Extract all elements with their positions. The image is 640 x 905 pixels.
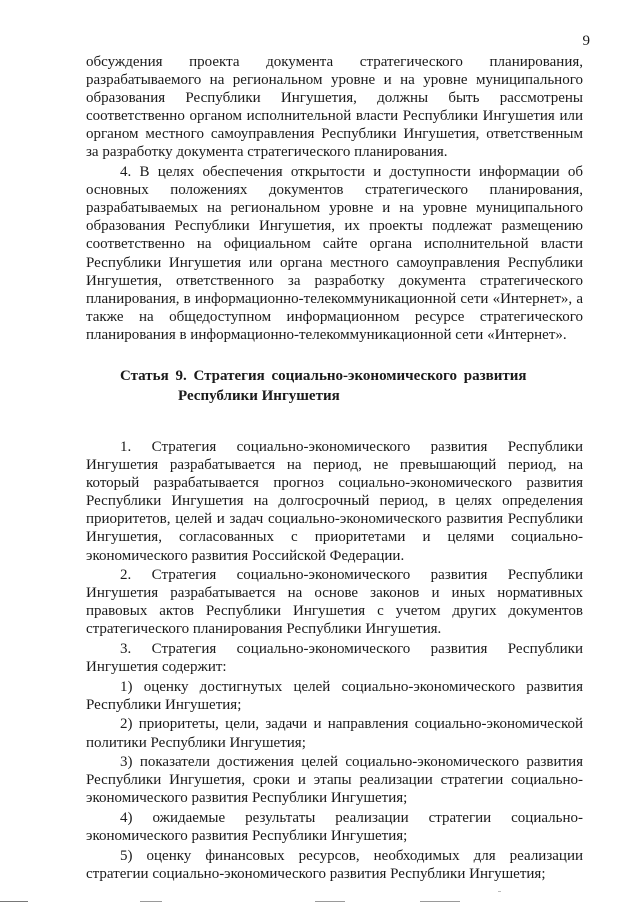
clause-4-paragraph: 4. В целях обеспечения открытости и доступности информации об основных положениях документов стратегического планирования, разрабатываемых на региональном уровне и на уровне муниципального образования Республики Ингушетия, их проекты подлежат размещению соответственно на официальном сайте органа исполнительной власти Республики Ингушетия или органа местного самоуправления Республики Ингушетия, ответственного за разработку документа стратегического планирования, в информационно-телекоммуникационной сети «Интернет», а также на общедоступном информационном ресурсе стратегического планирования в информационно-телекоммуникационной сети «Интернет». xyxy=(86,164,583,343)
intro-paragraph: обсуждения проекта документа стратегического планирования, разрабатываемого на региональном уровне и на уровне муниципального образования Республики Ингушетия, должны быть рассмотрены соответственно органом исполнительной власти Республики Ингушетия или органом местного самоуправления Республики Ингушетия, ответственным за разработку документа стратегического планирования. xyxy=(86,54,583,161)
list-item-4: 4) ожидаемые результаты реализации стратегии социально-экономического развития Республики Ингушетия; xyxy=(86,809,583,844)
clause-3-paragraph: 3. Стратегия социально-экономического развития Республики Ингушетия содержит: xyxy=(86,641,583,676)
clause-2-paragraph: 2. Стратегия социально-экономического развития Республики Ингушетия разрабатывается на основе законов и иных нормативных правовых актов Республики Ингушетия с учетом других документов стратегического планирования Республики Ингушетия. xyxy=(86,567,583,638)
document-body xyxy=(86,53,583,883)
article-heading xyxy=(86,366,583,406)
list-item-1: 1) оценку достигнутых целей социально-экономического развития Республики Ингушетия; xyxy=(86,678,583,713)
scan-artifact-strip xyxy=(0,896,640,902)
list-item-5: 5) оценку финансовых ресурсов, необходимых для реализации стратегии социально-экономического развития Республики Ингушетия; xyxy=(86,847,583,882)
article-title-line-1: Статья 9. Стратегия социально-экономического развития xyxy=(120,368,527,384)
clause-1-paragraph: 1. Стратегия социально-экономического развития Республики Ингушетия разрабатывается на период, не превышающий период, на который разрабатывается прогноз социально-экономического развития Республики Ингушетия на долгосрочный период, в целях определения приоритетов, целей и задач социально-экономического развития Республики Ингушетия, согласованных с приоритетами и целями социально-экономического развития Российской Федерации. xyxy=(86,439,583,564)
list-item-3: 3) показатели достижения целей социально-экономического развития Республики Ингушетия, сроки и этапы реализации стратегии социально-экономического развития Республики Ингушетия; xyxy=(86,754,583,807)
page-number: 9 xyxy=(582,33,590,49)
article-title-line-2: Республики Ингушетия xyxy=(178,388,340,404)
list-item-2: 2) приоритеты, цели, задачи и направления социально-экономической политики Республики Ингушетия; xyxy=(86,716,583,751)
